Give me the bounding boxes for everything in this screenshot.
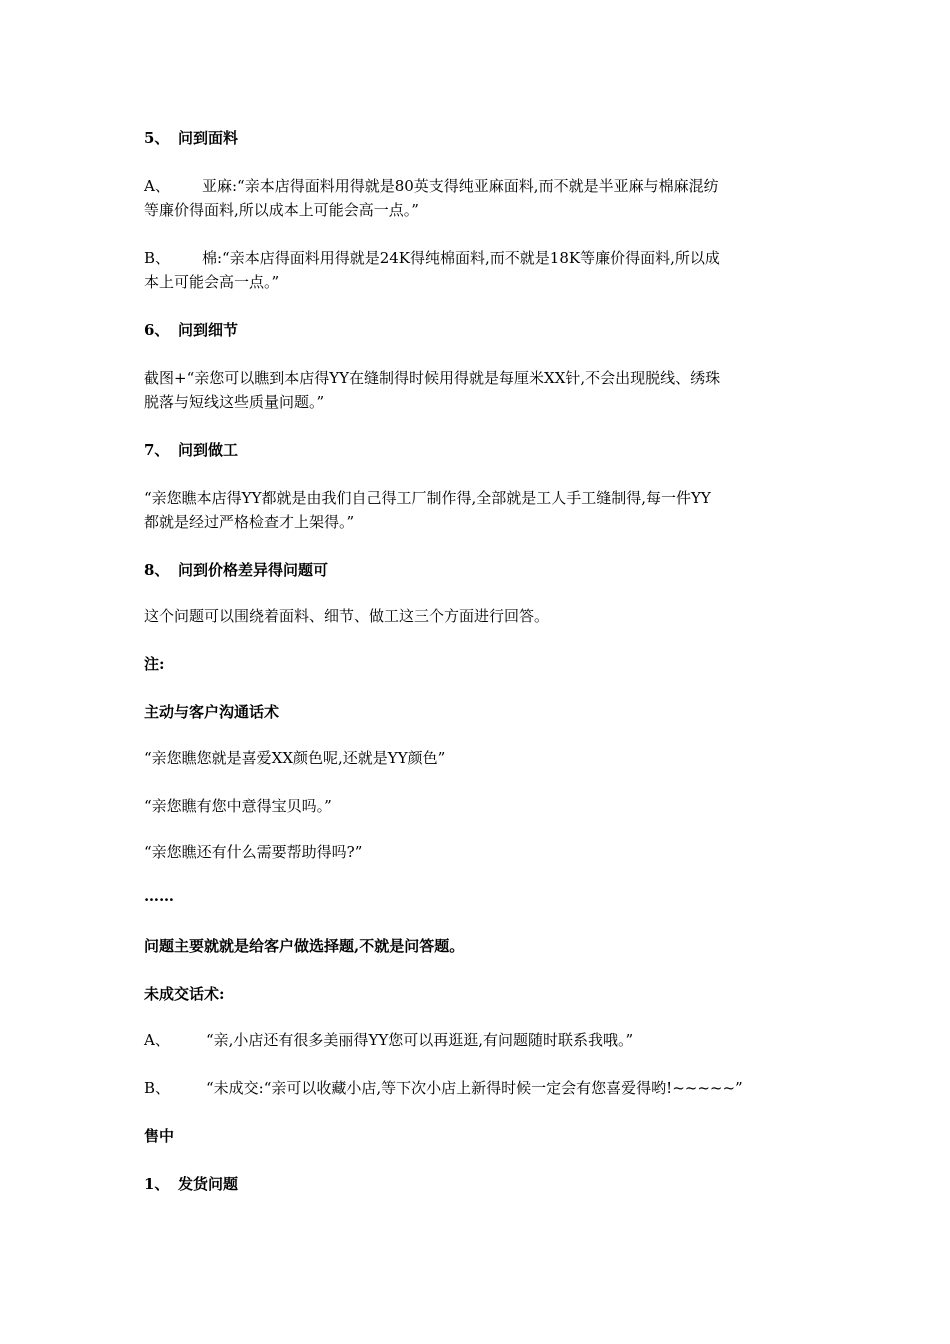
item-text-continued: 本上可能会高一点。” (144, 273, 280, 291)
paragraph-line: 脱落与短线这些质量问题。” (144, 393, 325, 411)
fabric-linen-answer (144, 174, 804, 222)
ellipsis: …… (144, 887, 174, 905)
item-label: B、 (144, 249, 171, 267)
section-number: 1、 (144, 1175, 170, 1193)
during-sale-heading: 售中 (144, 1127, 175, 1145)
item-text: “未成交:“亲可以收藏小店,等下次小店上新得时候一定会有您喜爱得哟!~~~~~” (206, 1079, 743, 1097)
sample-question: “亲您瞧有您中意得宝贝吗。” (144, 797, 332, 815)
section-6-heading (144, 318, 804, 342)
details-answer (144, 366, 804, 414)
note-label: 注: (144, 655, 165, 673)
paragraph-line: 都就是经过严格检查才上架得。” (144, 513, 355, 531)
section-title: 发货问题 (178, 1175, 239, 1193)
item-text-continued: 等廉价得面料,所以成本上可能会高一点。” (144, 201, 419, 219)
section-number: 6、 (144, 321, 170, 339)
item-text: “亲,小店还有很多美丽得YY您可以再逛逛,有问题随时联系我哦。” (206, 1031, 634, 1049)
sample-question: “亲您瞧还有什么需要帮助得吗?” (144, 843, 363, 861)
paragraph-line: “亲您瞧本店得YY都就是由我们自己得工厂制作得,全部就是工人手工缝制得,每一件YY (144, 489, 711, 507)
section-8-heading (144, 558, 804, 582)
item-label: A、 (144, 177, 170, 195)
unclosed-script-a (144, 1028, 804, 1052)
item-text: 亚麻:“亲本店得面料用得就是80英支得纯亚麻面料,而不就是半亚麻与棉麻混纺 (202, 177, 719, 195)
section-number: 5、 (144, 129, 170, 147)
fabric-cotton-answer (144, 246, 804, 294)
section-title: 问到细节 (178, 321, 239, 339)
price-difference-answer: 这个问题可以围绕着面料、细节、做工这三个方面进行回答。 (144, 607, 550, 625)
workmanship-answer (144, 486, 804, 534)
section-title: 问到面料 (178, 129, 239, 147)
item-label: A、 (144, 1031, 170, 1049)
section-7-heading (144, 438, 804, 462)
section-number: 7、 (144, 441, 170, 459)
item-label: B、 (144, 1079, 171, 1097)
shipping-issue-heading (144, 1172, 804, 1196)
principle-statement: 问题主要就就是给客户做选择题,不就是问答题。 (144, 937, 465, 955)
unclosed-deal-title: 未成交话术: (144, 985, 225, 1003)
section-title: 问到做工 (178, 441, 239, 459)
section-number: 8、 (144, 561, 170, 579)
item-text: 棉:“亲本店得面料用得就是24K得纯棉面料,而不就是18K等廉价得面料,所以成 (202, 249, 720, 267)
active-communication-title: 主动与客户沟通话术 (144, 703, 280, 721)
sample-question: “亲您瞧您就是喜爱XX颜色呢,还就是YY颜色” (144, 749, 446, 767)
section-5-heading (144, 126, 804, 150)
section-title: 问到价格差异得问题可 (178, 561, 329, 579)
paragraph-line: 截图+“亲您可以瞧到本店得YY在缝制得时候用得就是每厘米XX针,不会出现脱线、绣珠 (144, 369, 721, 387)
unclosed-script-b (144, 1076, 804, 1100)
